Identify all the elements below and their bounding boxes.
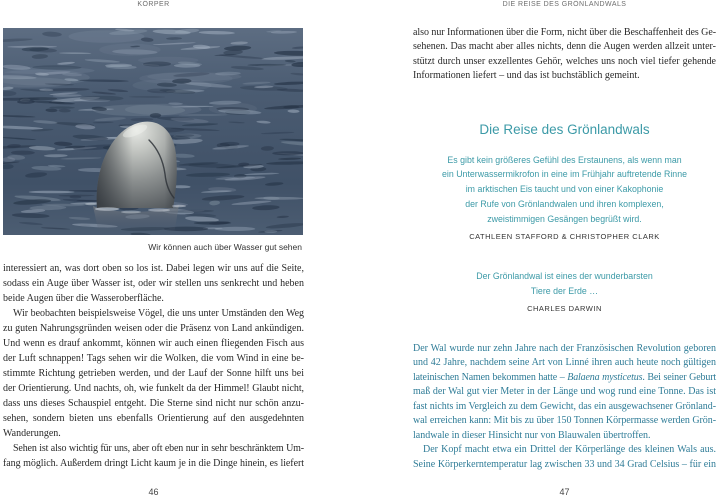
body-line: sodass ein Auge über Wasser ist, oder wir stellen uns senkrecht und heben — [3, 277, 304, 289]
epigraph-line: im arktischen Eis taucht und von einer Kakophonie — [465, 184, 664, 195]
body-line: beide Augen über die Wasseroberfläche. — [3, 292, 164, 304]
body-line: der Orientierung. Und nachts, oh, wie funkelt da der Himmel! Glaubt nicht, — [3, 382, 304, 394]
body-line: Wanderungen. — [3, 427, 61, 439]
body-line: sehen, sondern bieten uns ebenfalls Orientierung auf den ausgedehnten — [3, 412, 304, 424]
epigraph-line: Der Grönlandwal ist eines der wunderbarsten — [476, 270, 653, 281]
epigraph-quote — [413, 153, 716, 227]
epigraph-line: zweistimmigen Gesängen begrüßt wird. — [487, 213, 642, 224]
epigraph-quote — [413, 269, 716, 299]
body-line: fast nichts im Vergleich zu dem Gewicht, das ein ausgewachsener Grönland- — [413, 400, 716, 412]
epigraph-line: ein Unterwassermikrofon in eine im Frühjahr auftretende Rinne — [442, 169, 687, 180]
body-line — [413, 371, 716, 386]
body-line: Seine Körperkerntemperatur lag zwischen 33 und 34 Grad Celsius – für ein — [413, 458, 716, 470]
running-head-left: KÖRPER — [137, 1, 170, 8]
body-line: der Luft schnappen! Tags sehen wir die Wolken, die vom Wind in eine be- — [3, 352, 304, 364]
epigraph-attribution: CATHLEEN STAFFORD & CHRISTOPHER CLARK — [469, 232, 660, 241]
body-line: interessiert an, was dort oben so los ist. Dabei legen wir uns auf die Seite, — [3, 262, 304, 274]
body-line: Der Wal wurde nur zehn Jahre nach der Französischen Revolution geboren — [413, 342, 716, 354]
body-line: also nur Informationen über die Form, nicht über die Beschaffenheit des Ge- — [413, 26, 716, 38]
paragraph — [413, 443, 716, 472]
body-line: sehenen. Das macht aber alles nichts, denn die Augen werden allzeit unter- — [413, 41, 716, 53]
text-segment: lateinischen Namen bekommen hatte – — [413, 371, 568, 383]
body-line: maß der Wal gut vier Meter in der Länge und wog rund eine Tonne. Das ist — [413, 386, 716, 398]
body-line: Und wenn es drauf ankommt, können wir auch einen fliegenden Fisch aus — [3, 337, 304, 349]
text-segment: . Bei seiner Geburt — [642, 371, 717, 383]
body-line: und 42 Jahre, nachdem seine Art von Linné ihren auch heute noch gültigen — [413, 357, 716, 369]
body-line: wal erreichen kann: Mit bis zu über 150 Tonnen Körpermasse werden Grön- — [413, 415, 716, 427]
paragraph — [3, 441, 304, 471]
body-line: stimmte Richtung getrieben werden, und der Lauf der Sonne hilft uns bei — [3, 367, 304, 379]
epigraph-line: Es gibt kein größeres Gefühl des Erstaunens, als wenn man — [447, 154, 682, 165]
epigraph-line: Tiere der Erde … — [530, 285, 599, 296]
body-line: stützt durch unser exzellentes Gehör, welches uns noch viel tiefer gehende — [413, 55, 716, 67]
epigraph-line: der Rufe von Grönlandwalen und ihren komplexen, — [465, 198, 664, 209]
photo-caption: Wir können auch über Wasser gut sehen — [148, 242, 302, 252]
italic-term: Balaena mysticetus — [567, 371, 643, 383]
section-title: Die Reise des Grönlandwals — [479, 122, 650, 137]
paragraph — [3, 261, 304, 306]
right-intro-text — [413, 26, 716, 84]
body-line: dass uns dieses Schauspiel entgeht. Die Sterne sind nicht nur schön anzu- — [3, 397, 304, 409]
body-line: fang möglich. Außerdem dringt Licht kaum je in die Dinge hinein, es liefert — [3, 457, 304, 469]
page-number-left: 46 — [148, 487, 159, 497]
body-line: Der Kopf macht etwa ein Drittel der Körperlänge des kleinen Wals aus. — [423, 444, 716, 456]
body-line: landwale in dieser Hinsicht nur von Blauwalen übertroffen. — [413, 429, 651, 441]
body-line: Wir beobachten beispielsweise Vögel, die uns unter Umständen den Weg — [13, 307, 304, 319]
body-line: zu guten Nahrungsgründen weisen oder die Präsenz von Land ankündigen. — [3, 322, 304, 334]
paragraph — [3, 306, 304, 441]
left-body-text — [3, 261, 304, 471]
whale-photo — [3, 28, 303, 235]
epigraph-attribution: CHARLES DARWIN — [527, 304, 602, 313]
right-body-text — [413, 342, 716, 473]
paragraph — [413, 26, 716, 84]
body-line: Informationen liefert – und das ist buchstäblich gemeint. — [413, 70, 640, 82]
page-number-right: 47 — [559, 487, 570, 497]
body-line: Sehen ist also wichtig für uns, aber oft eben nur in sehr beschränktem Um- — [13, 442, 304, 454]
paragraph — [413, 342, 716, 444]
running-head-right: DIE REISE DES GRÖNLANDWALS — [502, 1, 627, 8]
